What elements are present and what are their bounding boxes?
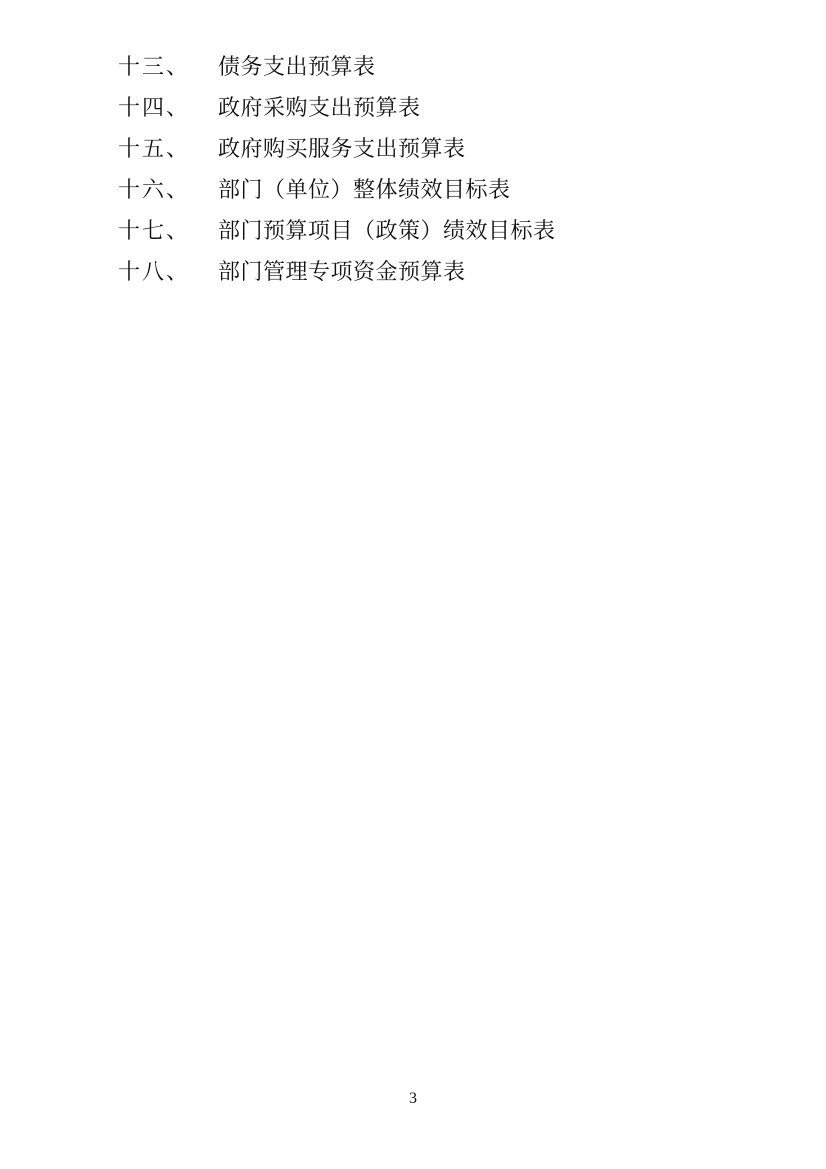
- toc-item-title: 部门管理专项资金预算表: [218, 259, 466, 284]
- list-item: [118, 46, 718, 87]
- toc-item-title: 债务支出预算表: [218, 54, 376, 79]
- toc-item-title: 政府采购支出预算表: [218, 95, 421, 120]
- toc-item-number: 十八、: [118, 259, 191, 284]
- page-number: 3: [409, 1090, 417, 1107]
- list-item: [118, 210, 718, 251]
- toc-item-number: 十五、: [118, 136, 191, 161]
- toc-item-number: 十七、: [118, 218, 191, 243]
- list-item: [118, 169, 718, 210]
- list-item: [118, 87, 718, 128]
- toc-item-title: 部门（单位）整体绩效目标表: [218, 177, 511, 202]
- toc-item-title: 政府购买服务支出预算表: [218, 136, 466, 161]
- toc-item-title: 部门预算项目（政策）绩效目标表: [218, 218, 556, 243]
- toc-item-number: 十四、: [118, 95, 191, 120]
- list-item: [118, 128, 718, 169]
- toc-item-number: 十六、: [118, 177, 191, 202]
- toc-item-number: 十三、: [118, 54, 191, 79]
- list-item: [118, 251, 718, 292]
- table-of-contents: [118, 46, 718, 292]
